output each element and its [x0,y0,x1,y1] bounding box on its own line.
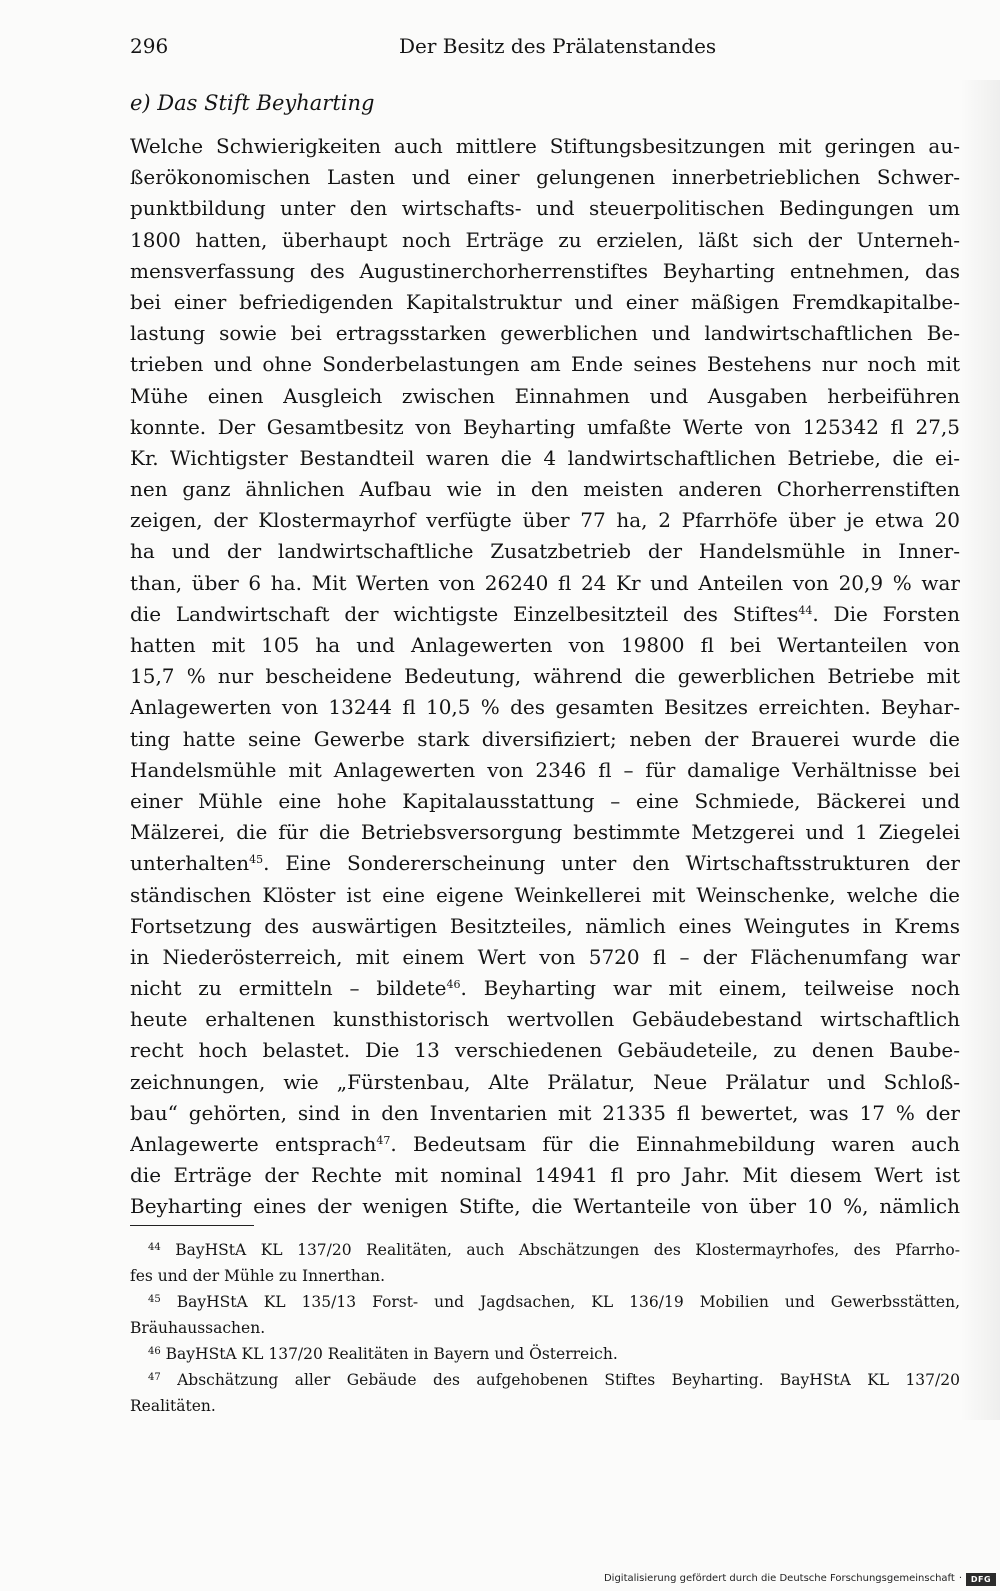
body-line [130,786,960,817]
body-line [130,1129,960,1160]
footnote-reference: 47 [376,1134,391,1147]
body-line [130,318,960,349]
body-line-text: bau“ gehörten, sind in den Inventarien mit 21335 fl bewertet, was 17 % der [130,1100,960,1125]
funding-text: Digitalisierung gefördert durch die Deutsche Forschungsgemeinschaft [603,1573,955,1584]
footnote-number: 45 [148,1294,161,1305]
footnote-line [130,1367,960,1393]
body-line-text: ßerökonomischen Lasten und einer gelungenen innerbetrieblichen Schwer- [130,165,960,190]
body-line-text: Anlagewerten von 13244 fl 10,5 % des gesamten Besitzes erreichten. Beyhar- [130,695,960,720]
body-line-text: Mälzerei, die für die Betriebsversorgung bestimmte Metzgerei und 1 Ziegelei [130,820,960,845]
footnotes [130,1237,960,1419]
body-line-text: recht hoch belastet. Die 13 verschiedenen Gebäudeteile, zu denen Baube- [130,1038,960,1063]
body-line-text: zeigen, der Klostermayrhof verfügte über 77 ha, 2 Pfarrhöfe über je etwa 20 [130,508,960,533]
body-line [130,256,960,287]
body-line [130,942,960,973]
page-edge-shadow [960,80,1000,1420]
body-line-text: trieben und ohne Sonderbelastungen am Ende seines Bestehens nur noch mit [130,352,960,377]
footnote-text: Realitäten. [130,1397,216,1415]
footnote-reference: 46 [446,978,461,992]
body-line-text: lastung sowie bei ertragsstarken gewerblichen und landwirtschaftlichen Be- [130,321,960,346]
body-line [130,287,960,318]
body-line [130,599,960,630]
footnote [130,1237,960,1289]
body-line-text: die Landwirtschaft der wichtigste Einzelbesitzteil des Stiftes [130,601,799,626]
body-line-text: Kr. Wichtigster Bestandteil waren die 4 landwirtschaftlichen Betriebe, die ei- [130,445,960,470]
body-line [130,630,960,661]
body-line [130,755,960,786]
body-line [130,1004,960,1035]
body-line [130,848,960,879]
body-line [130,911,960,942]
body-line [130,1098,960,1129]
body-line-text: punktbildung unter den wirtschafts- und steuerpolitischen Bedingungen um [130,196,960,221]
body-line [130,443,960,474]
footnote [130,1341,960,1367]
body-line [130,724,960,755]
footnote-text: Bräuhaussachen. [130,1319,266,1337]
body-line-text: than, über 6 ha. Mit Werten von 26240 fl 24 Kr und Anteilen von 20,9 % war [130,570,960,595]
body-line [130,162,960,193]
body-line-text: hatten mit 105 ha und Anlagewerten von 19800 fl bei Wertanteilen von [130,633,960,657]
body-line-text: in Niederösterreich, mit einem Wert von 5720 fl – der Flächenumfang war [130,944,960,969]
footnote-line [130,1289,960,1315]
body-line [130,193,960,224]
body-line-text: bei einer befriedigenden Kapitalstruktur und einer mäßigen Fremdkapitalbe- [130,289,960,314]
body-line-text: Welche Schwierigkeiten auch mittlere Stiftungsbesitzungen mit geringen au- [130,134,960,158]
body-line-text: Mühe einen Ausgleich zwischen Einnahmen und Ausgaben herbeiführen [130,383,960,408]
footnote-reference: 45 [249,853,264,867]
page-number: 296 [130,34,169,58]
body-line-text: . Eine Sondererscheinung unter den Wirtschaftsstrukturen der [263,851,960,876]
footnote-text: Abschätzung aller Gebäude des aufgehobenen Stiftes Beyharting. BayHStA KL 137/20 [177,1371,960,1389]
footnote-reference: 44 [798,603,813,617]
body-line [130,225,960,256]
body-line-text: einer Mühle eine hohe Kapitalausstattung – eine Schmiede, Bäckerei und [130,788,960,813]
body-line [130,880,960,911]
body-line-text: Handelsmühle mit Anlagewerten von 2346 fl – für damalige Verhältnisse bei [130,757,960,782]
body-line [130,692,960,723]
page-header [130,31,960,61]
footnote-text: BayHStA KL 137/20 Realitäten, auch Abschätzungen des Klostermayrhofes, des Pfarrho- [175,1241,960,1259]
body-line [130,412,960,443]
body-line-text: nicht zu ermitteln – bildete [130,976,447,1001]
footnote-text: fes und der Mühle zu Innerthan. [130,1267,386,1285]
footnote [130,1367,960,1419]
body-line-text: 15,7 % nur bescheidene Bedeutung, während die gewerblichen Betriebe mit [130,664,960,689]
footnote-rule [130,1225,254,1226]
body-line-text: die Erträge der Rechte mit nominal 14941 fl pro Jahr. Mit diesem Wert ist [130,1163,960,1188]
footnote [130,1289,960,1341]
body-line-text: ha und der landwirtschaftliche Zusatzbetrieb der Handelsmühle in Inner- [130,539,960,564]
body-line [130,505,960,536]
body-line [130,349,960,380]
running-head: Der Besitz des Prälatenstandes [399,34,717,58]
body-line [130,661,960,692]
dash-separator: · [958,1573,962,1584]
body-line [130,817,960,848]
body-line [130,1160,960,1191]
body-line [130,1067,960,1098]
footnote-number: 47 [148,1372,161,1383]
body-line [130,973,960,1004]
body-line-text: Fortsetzung des auswärtigen Besitzteiles, nämlich eines Weingutes in Krems [130,913,960,938]
dfg-logo-icon: DFG [966,1573,996,1586]
footnote-text: BayHStA KL 135/13 Forst- und Jagdsachen, KL 136/19 Mobilien und Gewerbsstätten, [176,1293,960,1311]
body-line [130,536,960,567]
body-line-text: Beyharting eines der wenigen Stifte, die Wertanteile von über 10 %, nämlich [130,1194,960,1219]
body-line-text: konnte. Der Gesamtbesitz von Beyharting umfaßte Werte von 125342 fl 27,5 [130,414,960,439]
body-line [130,131,960,162]
body-line [130,381,960,412]
footnote-text: BayHStA KL 137/20 Realitäten in Bayern und Österreich. [165,1345,618,1363]
body-line-text: ting hatte seine Gewerbe stark diversifiziert; neben der Brauerei wurde die [130,726,960,751]
footnote-number: 46 [148,1346,161,1357]
body-line [130,1035,960,1066]
funding-notice [604,1571,996,1587]
body-line-text: ständischen Klöster ist eine eigene Weinkellerei mit Weinschenke, welche die [130,882,960,907]
body-line-text: . Bedeutsam für die Einnahmebildung waren auch [390,1132,960,1156]
body-line-text: heute erhaltenen kunsthistorisch wertvollen Gebäudebestand wirtschaftlich [130,1007,960,1032]
body-line [130,1191,960,1222]
body-line [130,568,960,599]
body-text [130,131,960,1223]
section-heading: e) Das Stift Beyharting [130,91,375,115]
body-line-text: Anlagewerte entsprach [130,1132,377,1156]
body-line-text: zeichnungen, wie „Fürstenbau, Alte Prälatur, Neue Prälatur und Schloß- [130,1069,960,1094]
body-line-text: . Beyharting war mit einem, teilweise noch [460,976,960,1001]
footnote-line [130,1341,960,1367]
body-line [130,474,960,505]
body-line-text: unterhalten [130,851,250,876]
footnote-line [130,1237,960,1263]
footnote-number: 44 [148,1242,161,1253]
body-line-text: 1800 hatten, überhaupt noch Erträge zu erzielen, läßt sich der Unterneh- [130,227,960,252]
body-line-text: mensverfassung des Augustinerchorherrenstiftes Beyharting entnehmen, das [130,258,960,283]
body-line-text: nen ganz ähnlichen Aufbau wie in den meisten anderen Chorherrenstiften [130,477,960,502]
body-line-text: . Die Forsten [812,601,960,626]
